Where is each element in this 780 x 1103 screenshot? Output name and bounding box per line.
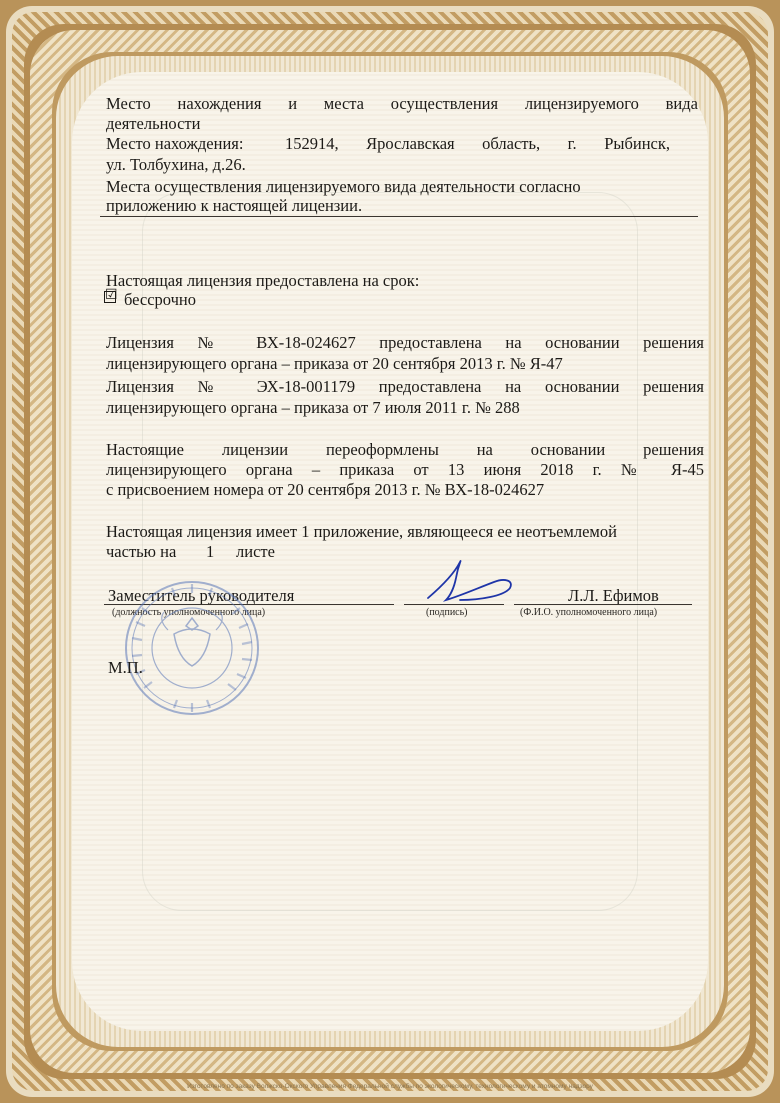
- location-heading-cont: деятельности: [106, 114, 201, 133]
- location-label: Место нахождения:: [106, 134, 244, 153]
- location-value: 152914, Ярославская область, г. Рыбинск,: [285, 134, 670, 153]
- caption-name: (Ф.И.О. уполномоченного лица): [520, 607, 658, 618]
- name-line: [514, 604, 692, 605]
- signer-name: Л.Л. Ефимов: [568, 586, 659, 605]
- activity-places-line2: приложению к настоящей лицензии.: [106, 196, 363, 215]
- term-label: Настоящая лицензия предоставлена на срок:: [106, 271, 420, 290]
- location-value-cont: ул. Толбухина, д.26.: [106, 155, 246, 174]
- term-value: бессрочно: [124, 290, 197, 309]
- location-heading: Место нахождения и места осуществления лицензируемого вида: [106, 94, 698, 113]
- handwritten-signature: [420, 556, 520, 606]
- reissue-line3: с присвоением номера от 20 сентября 2013 г. № ВХ-18-024627: [106, 480, 545, 499]
- reissue-line2: лицензирующего органа – приказа от 13 июня 2018 г. № Я-45: [106, 460, 704, 479]
- appendix-count: 1: [206, 542, 215, 561]
- license1-line1: Лицензия № ВХ-18-024627 предоставлена на основании решения: [106, 333, 704, 352]
- license1-line2: лицензирующего органа – приказа от 20 сентября 2013 г. № Я-47: [106, 354, 563, 373]
- checkbox-checked-icon: [104, 287, 118, 303]
- activity-places-line1: Места осуществления лицензируемого вида деятельности согласно: [106, 177, 581, 196]
- license2-line2: лицензирующего органа – приказа от 7 июля 2011 г. № 288: [106, 398, 520, 417]
- license2-line1: Лицензия № ЭХ-18-001179 предоставлена на основании решения: [106, 377, 704, 396]
- caption-signature: (подпись): [426, 607, 468, 618]
- appendix-part-a: частью на: [106, 542, 177, 561]
- official-seal-stamp: [102, 578, 272, 718]
- seal-mark: М.П.: [108, 658, 143, 677]
- signer-position: Заместитель руководителя: [108, 586, 295, 605]
- caption-position: (должность уполномоченного лица): [112, 607, 266, 618]
- check-mark: ☑: [105, 287, 118, 303]
- printer-footer-note: Изготовлено по заказу Волжско-Окского Управления Федеральной службы по экологическому, технологическому и атомному надзору: [187, 1083, 593, 1090]
- appendix-part-b: листе: [236, 542, 275, 561]
- section-divider: [100, 216, 698, 217]
- appendix-line1: Настоящая лицензия имеет 1 приложение, являющееся ее неотъемлемой: [106, 522, 617, 541]
- reissue-line1: Настоящие лицензии переоформлены на основании решения: [106, 440, 704, 459]
